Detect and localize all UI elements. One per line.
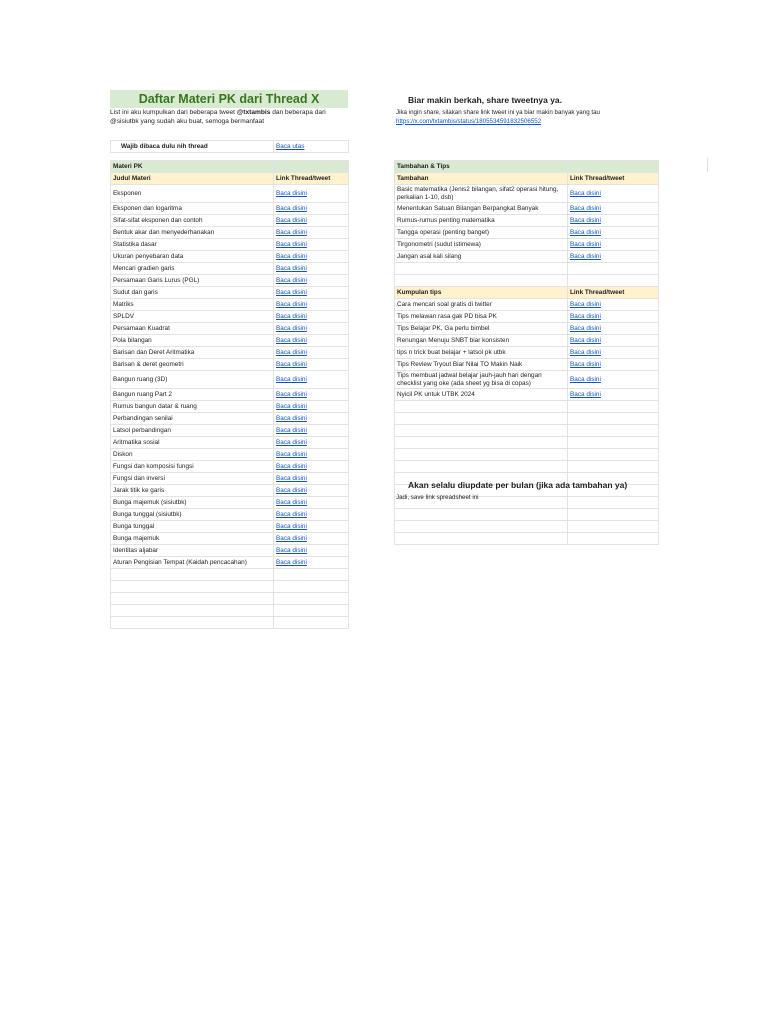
tips-row-link[interactable]: Baca disini [570,336,601,344]
tambahan-row [395,251,659,263]
tips-row-link[interactable]: Baca disini [570,375,601,383]
tips-row-title: Nyicil PK untuk UTBK 2024 [395,389,568,401]
empty-row [111,581,349,593]
materi-row-title: Aritmatika sosial [111,437,274,449]
materi-row-link[interactable]: Baca disini [276,438,307,446]
page-title: Daftar Materi PK dari Thread X [110,90,348,108]
materi-row-title: Latsol perbandingan [111,425,274,437]
materi-row-title: Fungsi dan inversi [111,473,274,485]
materi-row-link[interactable]: Baca disini [276,276,307,284]
tips-row-title: Cara mencari soal gratis di twitter [395,299,568,311]
tips-row-title: Tips melawan rasa gak PD bisa PK [395,311,568,323]
materi-row-link[interactable]: Baca disini [276,510,307,518]
materi-row-link[interactable]: Baca disini [276,558,307,566]
materi-row [111,185,349,203]
materi-row-title: Bunga tunggal (sisiutbk) [111,509,274,521]
tambahan-row-link[interactable]: Baca disini [570,240,601,248]
empty-row [395,401,659,413]
tips-row [395,371,659,389]
empty-row [395,533,659,545]
tips-row [395,347,659,359]
materi-row [111,311,349,323]
materi-row [111,545,349,557]
materi-row-title: Sifat-sifat eksponen dan contoh [111,215,274,227]
materi-row-title: Perbandingan senilai [111,413,274,425]
materi-row-title: Bangun ruang (3D) [111,371,274,389]
materi-row-title: Fungsi dan komposisi fungsi [111,461,274,473]
tambahan-row-title: Tangga operasi (penting banget) [395,227,568,239]
materi-row-title: Rumus bangun datar & ruang [111,401,274,413]
tips-row-title: tips n trick buat belajar + latsol pk utbk [395,347,568,359]
must-read-table [110,140,349,153]
materi-row-link[interactable]: Baca disini [276,474,307,482]
tips-row-title: Tips membuat jadwal belajar jauh-jauh hari dengan checklist yang oke (ada sheet yg bisa di copas) [395,371,568,389]
materi-section-title: Materi PK [111,161,274,173]
materi-row [111,299,349,311]
materi-row-link[interactable]: Baca disini [276,498,307,506]
materi-row-link[interactable]: Baca disini [276,324,307,332]
materi-col-link: Link Thread/tweet [274,173,349,185]
share-text-block [396,109,666,126]
materi-row [111,425,349,437]
tambahan-row [395,215,659,227]
empty-row [111,617,349,629]
tambahan-row-link[interactable]: Baca disini [570,228,601,236]
materi-row [111,473,349,485]
materi-row [111,251,349,263]
tambahan-row-title: Jangan asal kali silang [395,251,568,263]
materi-row [111,287,349,299]
materi-row [111,323,349,335]
share-text: Jika ingin share, silakan share link tweet ini ya biar makin banyak yang tau [396,109,600,116]
materi-row-title: Ukuran penyebaran data [111,251,274,263]
materi-row-link[interactable]: Baca disini [276,375,307,383]
materi-row-link[interactable]: Baca disini [276,546,307,554]
tips-row [395,335,659,347]
tips-row [395,359,659,371]
materi-row-title: Statistika dasar [111,239,274,251]
materi-row-link[interactable]: Baca disini [276,288,307,296]
materi-row-title: Jarak titik ke garis [111,485,274,497]
materi-row [111,557,349,569]
materi-row [111,275,349,287]
tambahan-row-link[interactable]: Baca disini [570,216,601,224]
intro-post: dan beberapa dari @sisiutbk yang sudah aku buat, semoga bermanfaat [110,109,326,125]
materi-col-title: Judul Materi [111,173,274,185]
materi-row-title: Persamaan Garis Lurus (PGL) [111,275,274,287]
tambahan-row [395,227,659,239]
empty-row [111,569,349,581]
tips-row-link[interactable]: Baca disini [570,312,601,320]
tambahan-col-title: Tambahan [395,173,568,185]
materi-row-link[interactable]: Baca disini [276,336,307,344]
materi-table [110,160,349,629]
materi-row-link[interactable]: Baca disini [276,312,307,320]
tips-row-title: Renungan Menuju SNBT biar konsisten [395,335,568,347]
intro-text [110,109,350,127]
materi-row-link[interactable]: Baca disini [276,360,307,368]
tambahan-row-link[interactable]: Baca disini [570,189,601,197]
materi-row [111,533,349,545]
empty-row [111,593,349,605]
tambahan-row-title: Basic matematika (Jenis2 bilangan, sifat2 operasi hitung, perkalian 1-10, dsb) [395,185,568,203]
tips-row [395,323,659,335]
empty-row [395,509,659,521]
materi-row-link[interactable]: Baca disini [276,402,307,410]
materi-row-title: Aturan Pengisian Tempat (Kaidah pencacahan) [111,557,274,569]
tambahan-row-title: Tirgonometri (sudut istimewa) [395,239,568,251]
materi-row [111,437,349,449]
materi-row-title: Bentuk akar dan menyederhanakan [111,227,274,239]
tips-row-title: Tips Review Tryout Biar Nilai TO Makin Naik [395,359,568,371]
empty-row [395,425,659,437]
tips-row [395,311,659,323]
materi-row-title: Pola bilangan [111,335,274,347]
empty-row [395,275,659,287]
tambahan-row [395,239,659,251]
materi-row [111,263,349,275]
materi-row-link[interactable]: Baca disini [276,462,307,470]
empty-row [395,461,659,473]
materi-row-title: Mencari gradien garis [111,263,274,275]
must-read-link[interactable]: Baca utas [276,142,305,150]
materi-row-title: Sudut dan garis [111,287,274,299]
materi-row [111,203,349,215]
materi-row [111,371,349,389]
materi-row-title: Identitas aljabar [111,545,274,557]
intro-handle: @txtambis [236,109,271,116]
materi-row-link[interactable]: Baca disini [276,348,307,356]
tips-row-link[interactable]: Baca disini [570,300,601,308]
tips-row-link[interactable]: Baca disini [570,360,601,368]
materi-row [111,239,349,251]
materi-row-link[interactable]: Baca disini [276,450,307,458]
materi-row [111,215,349,227]
tambahan-row-link[interactable]: Baca disini [570,204,601,212]
materi-row [111,335,349,347]
materi-row-link[interactable]: Baca disini [276,534,307,542]
materi-row [111,461,349,473]
intro-pre: List ini aku kumpulkan dari beberapa tweet [110,109,237,116]
tips-row [395,389,659,401]
tips-row-link[interactable]: Baca disini [570,348,601,356]
must-read-label: Wajib dibaca dulu nih thread [111,141,274,153]
materi-row-link[interactable]: Baca disini [276,522,307,530]
materi-row-title: Matriks [111,299,274,311]
tips-row-title: Tips Belajar PK, Ga perlu bimbel [395,323,568,335]
empty-row [395,521,659,533]
share-title: Biar makin berkah, share tweetnya ya. [408,95,563,105]
materi-row-title: Bunga tunggal [111,521,274,533]
materi-row-link[interactable]: Baca disini [276,486,307,494]
materi-row-title: Barisan & deret geometri [111,359,274,371]
materi-row-title: Eksponen dan logaritma [111,203,274,215]
materi-row-link[interactable]: Baca disini [276,252,307,260]
materi-row-title: Bunga majemuk [111,533,274,545]
materi-row [111,485,349,497]
materi-row [111,413,349,425]
tambahan-row-link[interactable]: Baca disini [570,252,601,260]
empty-row [111,605,349,617]
empty-row [395,413,659,425]
materi-row [111,347,349,359]
materi-row [111,449,349,461]
tips-row-link[interactable]: Baca disini [570,324,601,332]
column-divider [707,158,708,172]
empty-row [395,263,659,275]
materi-row-title: SPLDV [111,311,274,323]
materi-row-title: Barisan dan Deret Aritmatika [111,347,274,359]
materi-row [111,497,349,509]
tambahan-row [395,203,659,215]
materi-row-link[interactable]: Baca disini [276,216,307,224]
update-note-title: Akan selalu diupdate per bulan (jika ada tambahan ya) [408,480,628,490]
tips-col-title: Kumpulan tips [395,287,568,299]
tips-row-link[interactable]: Baca disini [570,390,601,398]
materi-row [111,359,349,371]
materi-row-title: Bunga majemuk (sisiutbk) [111,497,274,509]
tambahan-col-link: Link Thread/tweet [568,173,659,185]
tambahan-row-title: Menentukan Satuan Bilangan Berpangkat Banyak [395,203,568,215]
share-link[interactable]: https://x.com/txtambis/status/1805534591832506552 [396,117,542,125]
materi-row-link[interactable]: Baca disini [276,414,307,422]
tambahan-row-title: Rumus-rumus penting matematika [395,215,568,227]
empty-row [395,437,659,449]
tips-row [395,299,659,311]
tambahan-section-title: Tambahan & Tips [395,161,568,173]
materi-row-link[interactable]: Baca disini [276,204,307,212]
materi-row-title: Diskon [111,449,274,461]
materi-row-link[interactable]: Baca disini [276,189,307,197]
materi-row-link[interactable]: Baca disini [276,264,307,272]
materi-row [111,389,349,401]
tambahan-row [395,185,659,203]
materi-row-title: Eksponen [111,185,274,203]
tips-col-link: Link Thread/tweet [568,287,659,299]
materi-row-title: Persamaan Kuadrat [111,323,274,335]
update-note-text: Jadi, save link spreadsheet ini [396,494,479,501]
materi-row-link[interactable]: Baca disini [276,228,307,236]
materi-row-link[interactable]: Baca disini [276,390,307,398]
materi-row [111,401,349,413]
materi-row [111,521,349,533]
empty-row [395,449,659,461]
materi-row-link[interactable]: Baca disini [276,426,307,434]
materi-row-link[interactable]: Baca disini [276,240,307,248]
materi-row [111,227,349,239]
materi-row [111,509,349,521]
materi-row-link[interactable]: Baca disini [276,300,307,308]
materi-row-title: Bangun ruang Part 2 [111,389,274,401]
